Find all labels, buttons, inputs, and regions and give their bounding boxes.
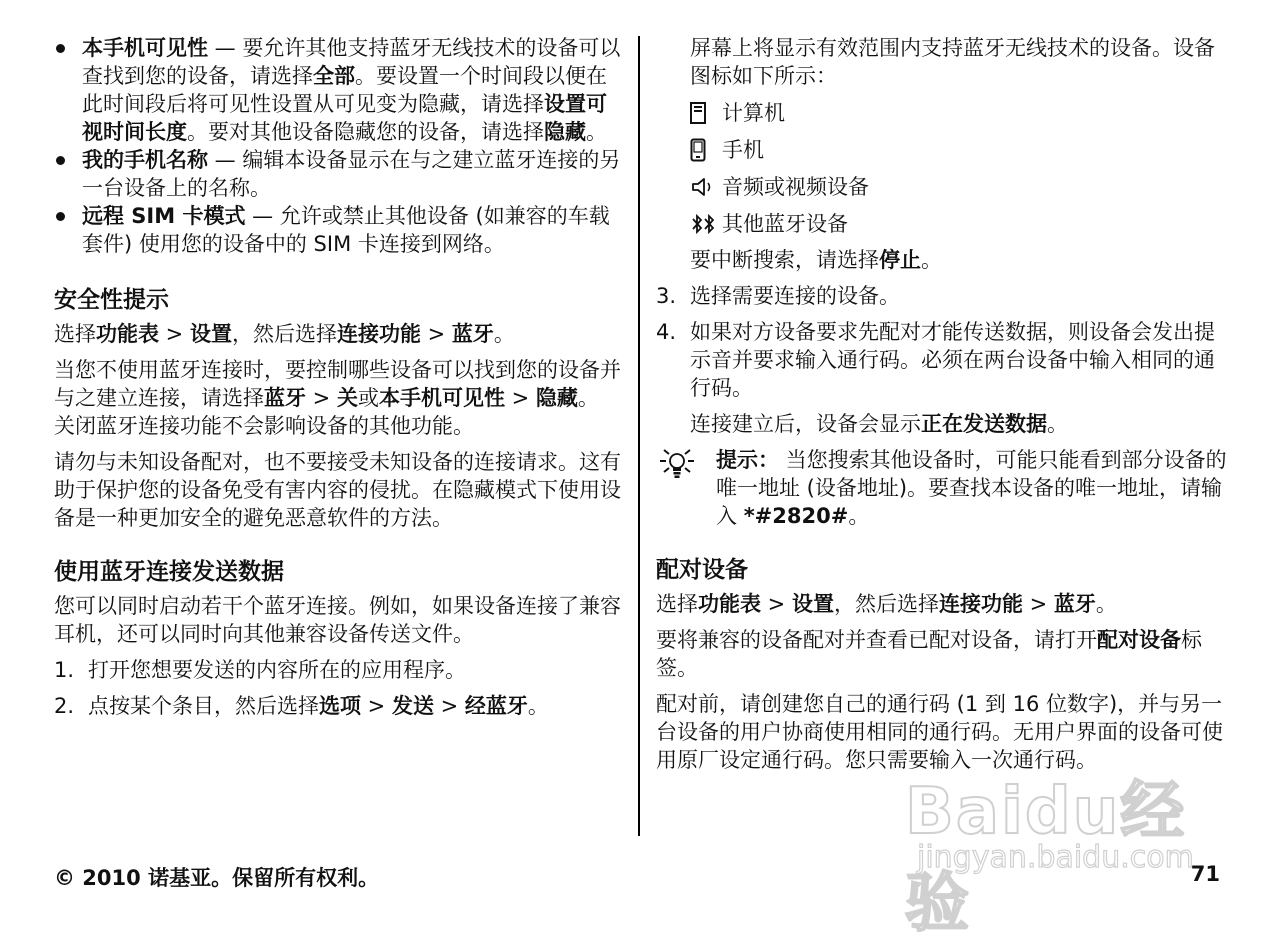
step-2: 2. 点按某个条目，然后选择选项 > 发送 > 经蓝牙。 xyxy=(54,694,549,718)
dash: — xyxy=(208,148,243,172)
device-row-audio xyxy=(656,168,1228,205)
connected-text: 连接建立后，设备会显示正在发送数据。 xyxy=(690,412,1068,436)
safety-path: 选择功能表 > 设置，然后选择连接功能 > 蓝牙。 xyxy=(54,322,515,346)
bullet-visibility xyxy=(54,34,624,146)
audio-video-icon xyxy=(690,176,722,198)
section-title-safety: 安全性提示 xyxy=(54,287,169,313)
phone-icon xyxy=(690,138,722,162)
bullet-phone-name xyxy=(54,146,624,202)
device-row-computer xyxy=(656,94,1228,131)
text: 。 xyxy=(586,120,607,144)
device-label: 手机 xyxy=(722,137,764,162)
bullet-head: 远程 SIM 卡模式 xyxy=(82,204,246,228)
column-divider xyxy=(638,36,640,836)
computer-icon xyxy=(690,102,722,124)
step-1: 1. 打开您想要发送的内容所在的应用程序。 xyxy=(54,658,466,682)
text: 要允许其他支持蓝牙无线技术的设备可以查找到您的设备，请选择 xyxy=(82,36,621,88)
settings-bullet-list xyxy=(54,34,624,258)
device-label: 其他蓝牙设备 xyxy=(722,211,848,236)
dash: — xyxy=(245,204,280,228)
send-intro: 您可以同时启动若干个蓝牙连接。例如，如果设备连接了兼容耳机，还可以同时向其他兼容设备传送文件。 xyxy=(54,594,621,646)
dash: — xyxy=(208,36,243,60)
tip-box: 提示： 当您搜索其他设备时，可能只能看到部分设备的唯一地址 (设备地址)。要查找本设备的唯一地址，请输入 *#2820#。 xyxy=(656,446,1228,530)
text: 。要设置一个时间段以便在此时间段后将可见性设置从可见变为隐藏，请选择 xyxy=(82,64,607,116)
bullet-remote-sim xyxy=(54,202,624,258)
lightbulb-icon xyxy=(656,448,698,489)
text: 。要对其他设备隐藏您的设备，请选择 xyxy=(187,120,544,144)
tip-text: 当您搜索其他设备时，可能只能看到部分设备的唯一地址 (设备地址)。要查找本设备的唯一地址，请输入 xyxy=(716,448,1227,528)
step-3: 3. 选择需要连接的设备。 xyxy=(656,284,900,308)
device-row-bluetooth xyxy=(656,205,1228,242)
tip-label: 提示： xyxy=(716,448,779,472)
bullet-head: 我的手机名称 xyxy=(82,148,208,172)
safety-paragraph-1: 当您不使用蓝牙连接时，要控制哪些设备可以找到您的设备并与之建立连接，请选择蓝牙 > 关或本手机可见性 > 隐藏。 关闭蓝牙连接功能不会影响设备的其他功能。 xyxy=(54,358,621,438)
device-label: 计算机 xyxy=(722,100,785,125)
page-number: 71 xyxy=(1190,862,1220,886)
option-all: 全部 xyxy=(313,64,355,88)
copyright-footer: © 2010 诺基亚。保留所有权利。 xyxy=(54,866,380,890)
text: 允许或禁止其他设备 (如兼容的车载套件) 使用您的设备中的 SIM 卡连接到网络。 xyxy=(82,204,610,256)
option-hidden: 隐藏 xyxy=(544,120,586,144)
bluetooth-device-icon xyxy=(690,213,722,235)
pair-path: 选择功能表 > 设置，然后选择连接功能 > 蓝牙。 xyxy=(656,592,1117,616)
pair-paragraph-2: 配对前，请创建您自己的通行码 (1 到 16 位数字)，并与另一台设备的用户协商使用相同的通行码。无用户界面的设备可使用原厂设定通行码。您只需要输入一次通行码。 xyxy=(656,692,1223,772)
section-title-pair: 配对设备 xyxy=(656,557,748,583)
stop-search-text: 要中断搜索，请选择停止。 xyxy=(690,248,942,272)
pair-paragraph-1: 要将兼容的设备配对并查看已配对设备，请打开配对设备标签。 xyxy=(656,628,1202,680)
step-4: 4. 如果对方设备要求先配对才能传送数据，则设备会发出提示音并要求输入通行码。必须在两台设备中输入相同的通行码。 xyxy=(656,320,1215,400)
option-visible-duration: 设置可视时间长度 xyxy=(82,92,607,144)
right-column xyxy=(656,34,1228,782)
device-row-phone xyxy=(656,131,1228,168)
device-list-intro: 屏幕上将显示有效范围内支持蓝牙无线技术的设备。设备图标如下所示： xyxy=(690,36,1215,88)
baidu-jingyan-watermark: Baidu经验 jingyan.baidu.com xyxy=(905,775,1194,941)
section-title-send: 使用蓝牙连接发送数据 xyxy=(54,559,284,585)
left-column xyxy=(54,34,624,728)
safety-paragraph-2: 请勿与未知设备配对，也不要接受未知设备的连接请求。这有助于保护您的设备免受有害内容的侵扰。在隐藏模式下使用设备是一种更加安全的避免恶意软件的方法。 xyxy=(54,450,621,530)
device-label: 音频或视频设备 xyxy=(722,174,869,199)
tip-code: *#2820# xyxy=(743,504,849,528)
text: 编辑本设备显示在与之建立蓝牙连接的另一台设备上的名称。 xyxy=(82,148,621,200)
bullet-head: 本手机可见性 xyxy=(82,36,208,60)
